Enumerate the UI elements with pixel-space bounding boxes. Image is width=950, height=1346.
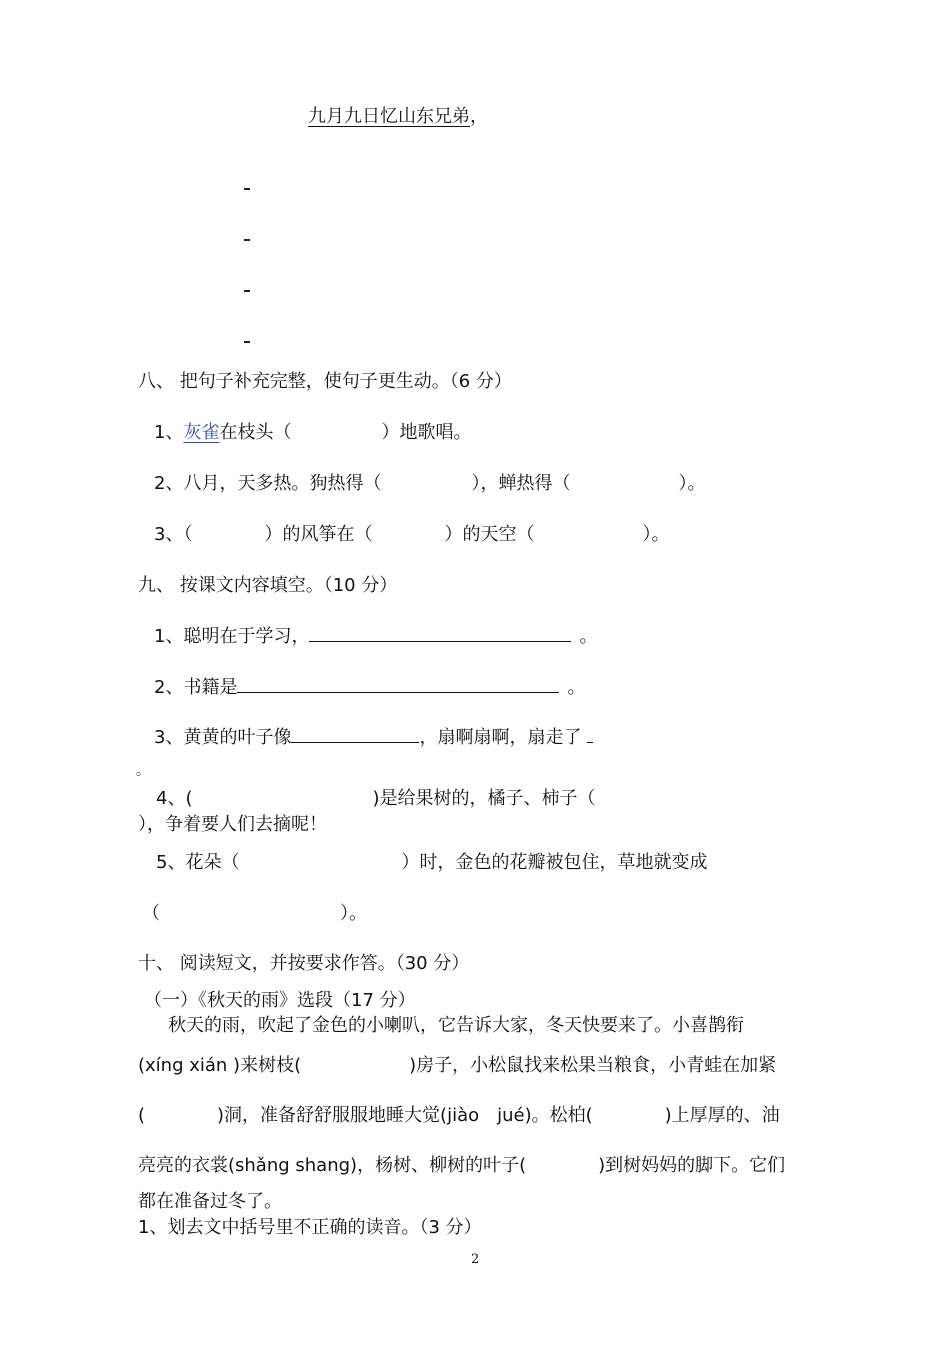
section9-item1-end: 。 (579, 626, 598, 647)
section9-item2-text: 2、书籍是 (154, 677, 238, 698)
page-number: 2 (471, 1252, 480, 1267)
answer-blank[interactable] (309, 627, 571, 642)
section9-item2-end: 。 (567, 677, 586, 698)
passage-line-2: (xíng xián )来树枝( )房子，小松鼠找来松果当粮食，小青蛙在加紧 (138, 1055, 777, 1076)
section9-item5-line1: 5、花朵（ ）时，金色的花瓣被包住，草地就变成 (156, 852, 708, 873)
blank-line-1 (244, 188, 250, 190)
passage-line-1: 秋天的雨，吹起了金色的小喇叭，它告诉大家，冬天快要来了。小喜鹊衔 (168, 1015, 744, 1036)
answer-blank[interactable] (587, 728, 593, 743)
poem-title-suffix: ， (470, 106, 488, 127)
passage-line-4: 亮亮的衣裳(shǎng shang)，杨树、柳树的叶子( )到树妈妈的脚下。它们 (138, 1155, 786, 1176)
section9-item4-line1: 4、( )是给果树的，橘子、柿子（ (156, 788, 596, 809)
passage-line-3: ( )洞，准备舒舒服服地睡大觉(jiào jué)。松柏( )上厚厚的、油 (138, 1105, 780, 1126)
section8-item1 (154, 424, 471, 442)
section8-item1-prefix: 1、 (154, 422, 184, 443)
section9-item1 (154, 627, 597, 646)
section9-item4-line2: ），争着要人们去摘呢！ (138, 814, 327, 835)
passage-line-5: 都在准备过冬了。 (138, 1191, 282, 1212)
answer-blank[interactable] (291, 728, 419, 743)
section9-item2 (154, 678, 585, 697)
poem-title: 九月九日忆山东兄弟 (308, 106, 470, 127)
section10-subheading: （一）《秋天的雨》选段（17 分） (144, 990, 416, 1011)
question-1: 1、划去文中括号里不正确的读音。（3 分） (138, 1217, 482, 1238)
section8-heading: 八、 把句子补充完整，使句子更生动。（6 分） (138, 371, 512, 392)
section9-item5-line2: （ ）。 (142, 903, 367, 924)
section9-item1-text: 1、聪明在于学习， (154, 626, 310, 647)
huique-link[interactable]: 灰雀 (183, 422, 220, 443)
blank-line-4 (244, 341, 250, 343)
section9-heading: 九、 按课文内容填空。（10 分） (138, 575, 398, 596)
blank-line-3 (244, 290, 250, 292)
section9-item3-text: 3、黄黄的叶子像 (154, 727, 292, 748)
section8-item1-text: 在枝头（ ）地歌唱。 (219, 422, 472, 443)
section9-item3 (154, 728, 593, 747)
section9-item3-mid: ，扇啊扇啊，扇走了 (419, 727, 582, 748)
section8-item3: 3、（ ）的风筝在（ ）的天空（ ）。 (154, 524, 670, 545)
section8-item2: 2、八月，天多热。狗热得（ ），蝉热得（ ）。 (154, 473, 706, 494)
section10-heading: 十、 阅读短文，并按要求作答。（30 分） (138, 953, 470, 974)
poem-title-line (308, 108, 488, 126)
section9-item3-end: 。 (136, 763, 150, 779)
answer-blank[interactable] (237, 678, 559, 693)
blank-line-2 (244, 239, 250, 241)
